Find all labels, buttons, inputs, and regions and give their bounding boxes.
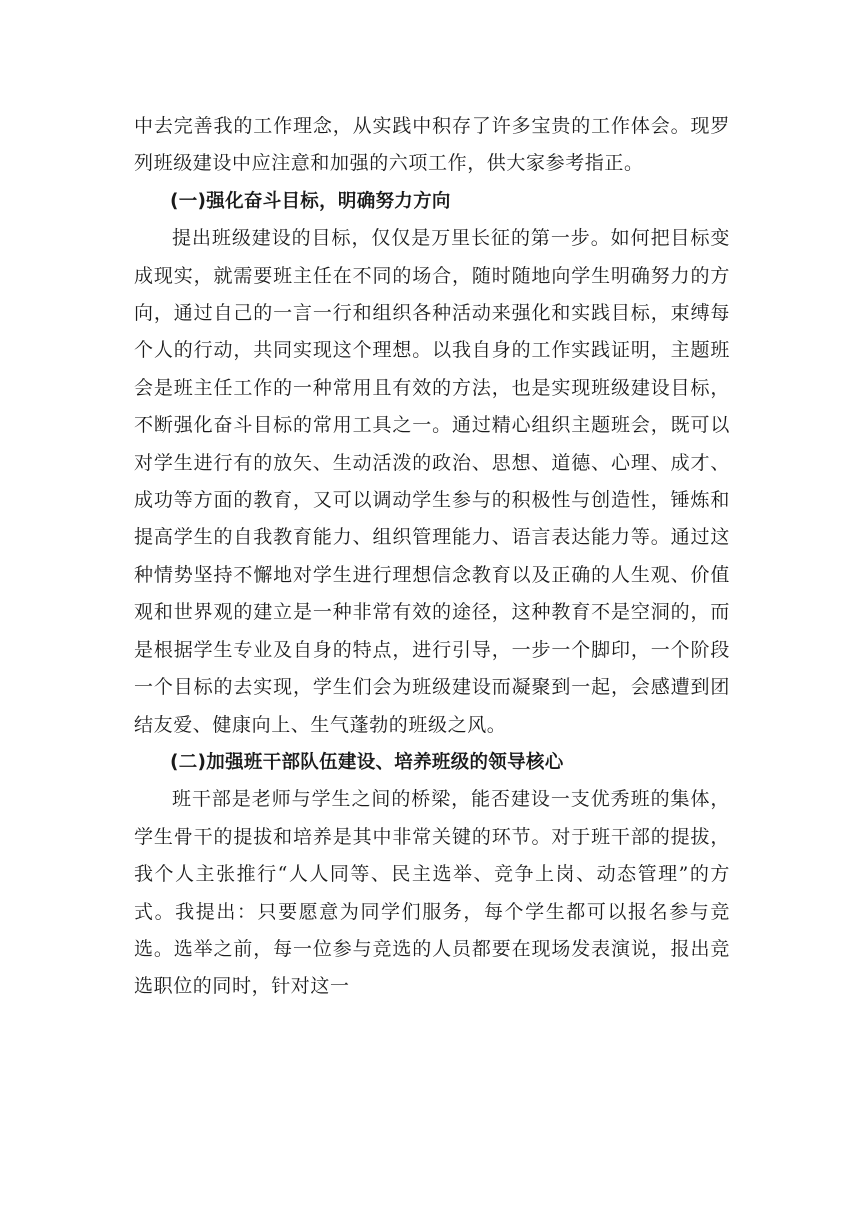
section-1-paragraph: 提出班级建设的目标，仅仅是万里长征的第一步。如何把目标变成现实，就需要班主任在不同的场合，随时随地向学生明确努力的方向，通过自己的一言一行和组织各种活动来强化和实践目标，束缚每个人的行动，共同实现这个理想。以我自身的工作实践证明，主题班会是班主任工作的一种常用且有效的方法，也是实现班级建设目标，不断强化奋斗目标的常用工具之一。通过精心组织主题班会，既可以对学生进行有的放矢、生动活泼的政治、思想、道德、心理、成才、成功等方面的教育，又可以调动学生参与的积极性与创造性，锤炼和提高学生的自我教育能力、组织管理能力、语言表达能力等。通过这种情势坚持不懈地对学生进行理想信念教育以及正确的人生观、价值观和世界观的建立是一种非常有效的途径，这种教育不是空洞的，而是根据学生专业及自身的特点，进行引导，一步一个脚印，一个阶段一个目标的去实现，学生们会为班级建设而凝聚到一起，会感遭到团结友爱、健康向上、生气蓬勃的班级之风。 [134,227,730,736]
section-heading-1: (一)强化奋斗目标，明确努力方向 [170,190,451,212]
section-heading-2: (二)加强班干部队伍建设、培养班级的领导核心 [170,751,564,773]
section-2-paragraph: 班干部是老师与学生之间的桥梁，能否建设一支优秀班的集体，学生骨干的提拔和培养是其中非常关键的环节。对于班干部的提拔，我个人主张推行“人人同等、民主选举、竞争上岗、动态管理”的方式。我提出：只要愿意为同学们服务，每个学生都可以报名参与竞选。选举之前，每一位参与竞选的人员都要在现场发表演说，报出竞选职位的同时，针对这一 [134,788,730,998]
continued-paragraph: 中去完善我的工作理念，从实践中积存了许多宝贵的工作体会。现罗列班级建设中应注意和加强的六项工作，供大家参考指正。 [134,115,730,175]
document-body [134,108,730,1006]
